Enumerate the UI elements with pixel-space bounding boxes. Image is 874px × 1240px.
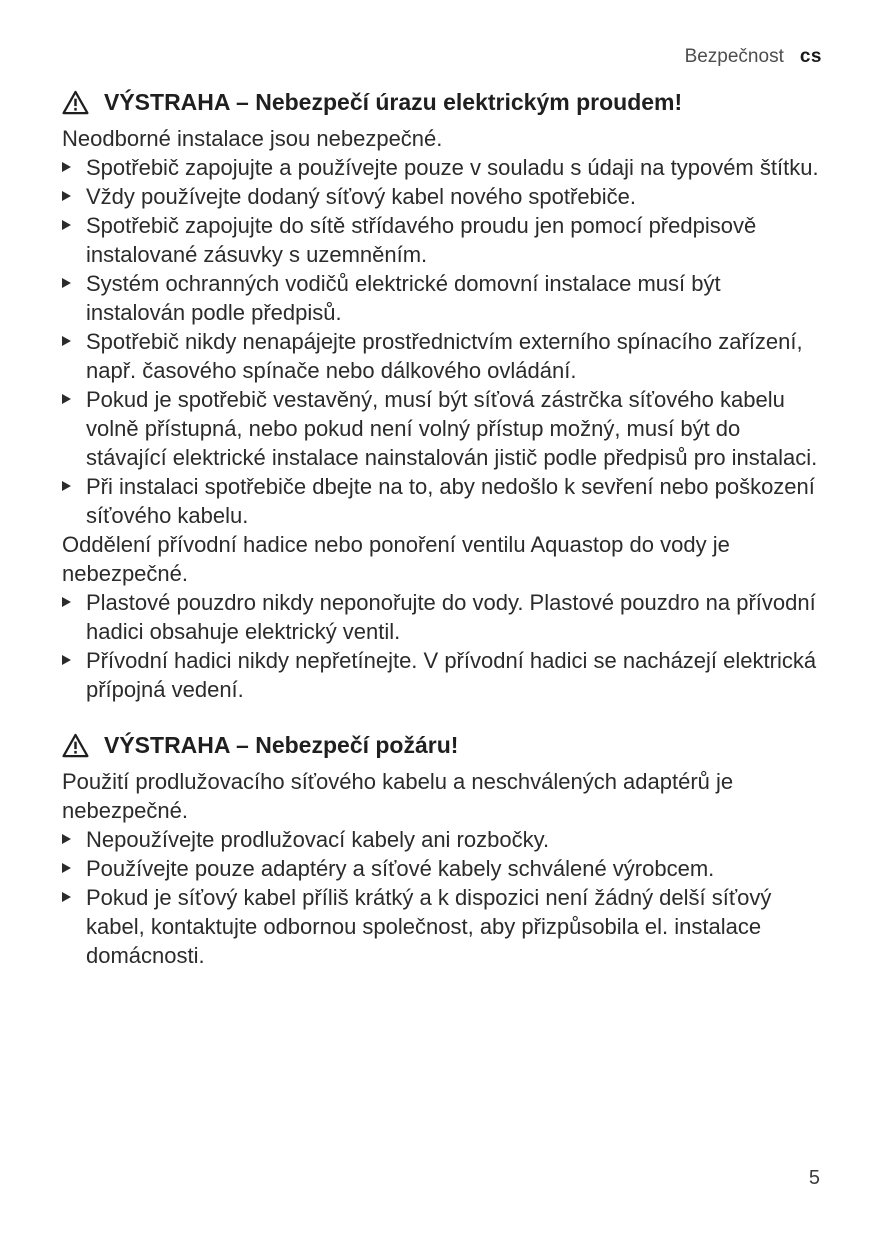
bullet-text: Spotřebič zapojujte do sítě střídavého proudu jen pomocí předpisově instalované zásuvky s uzemněním. [86, 213, 757, 267]
bullet-text: Spotřebič zapojujte a používejte pouze v souladu s údaji na typovém štítku. [86, 155, 819, 180]
warning-heading-text: VÝSTRAHA – Nebezpečí požáru! [104, 732, 459, 758]
list-item [62, 211, 822, 269]
triangle-bullet-icon [62, 825, 86, 854]
list-item [62, 153, 822, 182]
triangle-bullet-icon [62, 269, 86, 327]
triangle-bullet-icon [62, 854, 86, 883]
triangle-bullet-icon [62, 327, 86, 385]
aquastop-paragraph: Oddělení přívodní hadice nebo ponoření ventilu Aquastop do vody je nebezpečné. [62, 532, 730, 586]
triangle-bullet-icon [62, 883, 86, 970]
list-item [62, 854, 822, 883]
safety-bullet-list [62, 153, 822, 530]
list-item [62, 269, 822, 327]
safety-bullet-list [62, 588, 822, 704]
bullet-text: Pokud je síťový kabel příliš krátký a k dispozici není žádný delší síťový kabel, kontaktujte odbornou společnost, aby přizpůsobila el. instalace domácnosti. [86, 885, 772, 968]
intro-paragraph: Neodborné instalace jsou nebezpečné. [62, 126, 443, 151]
list-item [62, 327, 822, 385]
section-electric-shock-warning [62, 88, 822, 704]
list-item [62, 472, 822, 530]
intro-paragraph: Použití prodlužovacího síťového kabelu a neschválených adaptérů je nebezpečné. [62, 769, 734, 823]
list-item [62, 825, 822, 854]
section-fire-warning [62, 731, 822, 970]
triangle-bullet-icon [62, 472, 86, 530]
warning-triangle-icon [62, 90, 89, 115]
safety-bullet-list [62, 825, 822, 970]
list-item [62, 588, 822, 646]
language-code: cs [799, 46, 822, 67]
triangle-bullet-icon [62, 153, 86, 182]
bullet-text: Vždy používejte dodaný síťový kabel nového spotřebiče. [86, 184, 637, 209]
triangle-bullet-icon [62, 646, 86, 704]
page-header [62, 46, 822, 68]
warning-triangle-icon [62, 733, 89, 758]
triangle-bullet-icon [62, 385, 86, 472]
page-number: 5 [808, 1167, 820, 1189]
bullet-text: Systém ochranných vodičů elektrické domovní instalace musí být instalován podle předpisů. [86, 271, 721, 325]
bullet-text: Spotřebič nikdy nenapájejte prostřednictvím externího spínacího zařízení, např. časového spínače nebo dálkového ovládání. [86, 329, 803, 383]
warning-heading-electric [62, 88, 822, 117]
triangle-bullet-icon [62, 588, 86, 646]
list-item [62, 646, 822, 704]
bullet-text: Plastové pouzdro nikdy neponořujte do vody. Plastové pouzdro na přívodní hadici obsahuje elektrický ventil. [86, 590, 816, 644]
chapter-title: Bezpečnost [684, 46, 784, 67]
list-item [62, 182, 822, 211]
triangle-bullet-icon [62, 211, 86, 269]
bullet-text: Při instalaci spotřebiče dbejte na to, aby nedošlo k sevření nebo poškození síťového kabelu. [86, 474, 815, 528]
warning-heading-text: VÝSTRAHA – Nebezpečí úrazu elektrickým proudem! [104, 89, 683, 115]
triangle-bullet-icon [62, 182, 86, 211]
bullet-text: Přívodní hadici nikdy nepřetínejte. V přívodní hadici se nacházejí elektrická přípojná vedení. [86, 648, 817, 702]
list-item [62, 385, 822, 472]
bullet-text: Pokud je spotřebič vestavěný, musí být síťová zástrčka síťového kabelu volně přístupná, nebo pokud není volný přístup možný, musí být do stávající elektrické instalace nainstalován jistič podle předpisů pro instalaci. [86, 387, 818, 470]
bullet-text: Používejte pouze adaptéry a síťové kabely schválené výrobcem. [86, 856, 715, 881]
bullet-text: Nepoužívejte prodlužovací kabely ani rozbočky. [86, 827, 550, 852]
warning-heading-fire [62, 731, 822, 760]
list-item [62, 883, 822, 970]
